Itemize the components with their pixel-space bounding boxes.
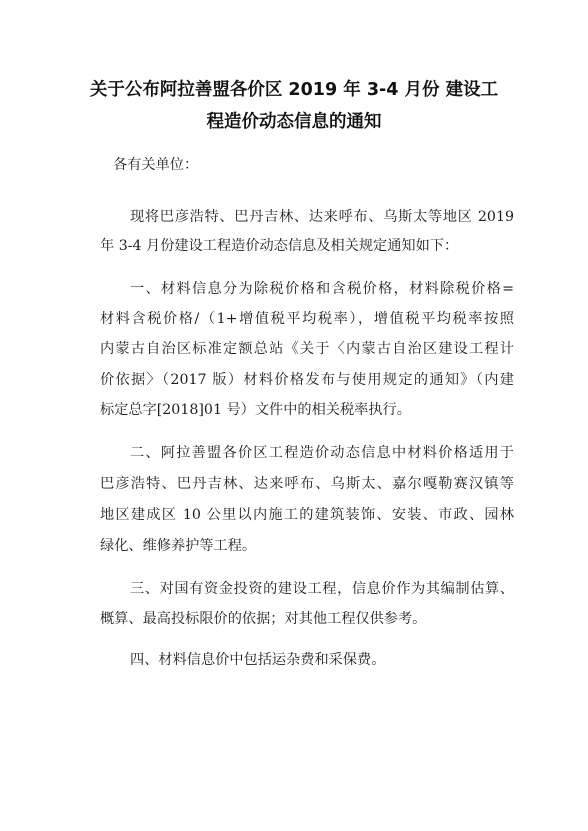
paragraph-5-line-1: 四、材料信息价中包括运杂费和采保费。 — [130, 652, 386, 668]
document-title-line-1: 关于公布阿拉善盟各价区 2019 年 3-4 月份 建设工 — [89, 80, 499, 100]
paragraph-3-line-2: 巴彦浩特、巴丹吉林、达来呼布、乌斯太、嘉尔嘎勒赛汉镇等 — [100, 476, 514, 492]
paragraph-3-line-1: 二、阿拉善盟各价区工程造价动态信息中材料价格适用于 — [130, 445, 514, 461]
paragraph-2-line-3: 内蒙古自治区标准定额总站《关于〈内蒙古自治区建设工程计 — [100, 341, 514, 357]
paragraph-4-line-1: 三、对国有资金投资的建设工程，信息价作为其编制估算、 — [130, 581, 514, 597]
salutation: 各有关单位： — [113, 157, 199, 173]
paragraph-3-line-3: 地区建成区 10 公里以内施工的建筑装饰、安装、市政、园林 — [100, 507, 514, 523]
paragraph-3-line-4: 绿化、维修养护等工程。 — [100, 538, 257, 554]
paragraph-4-line-2: 概算、最高投标限价的依据；对其他工程仅供参考。 — [100, 611, 427, 627]
paragraph-2-line-1: 一、材料信息分为除税价格和含税价格，材料除税价格= — [130, 281, 514, 297]
document-title-line-2: 程造价动态信息的通知 — [206, 112, 382, 132]
paragraph-2-line-5: 标定总字[2018]01 号）文件中的相关税率执行。 — [100, 402, 411, 418]
paragraph-2-line-2: 材料含税价格/（1+增值税平均税率），增值税平均税率按照 — [100, 311, 514, 327]
paragraph-2-line-4: 价依据〉（2017 版）材料价格发布与使用规定的通知》（内建 — [100, 372, 514, 388]
paragraph-1-line-1: 现将巴彦浩特、巴丹吉林、达来呼布、乌斯太等地区 2019 — [130, 209, 514, 225]
paragraph-1-line-2: 年 3-4 月份建设工程造价动态信息及相关规定通知如下： — [100, 238, 459, 254]
